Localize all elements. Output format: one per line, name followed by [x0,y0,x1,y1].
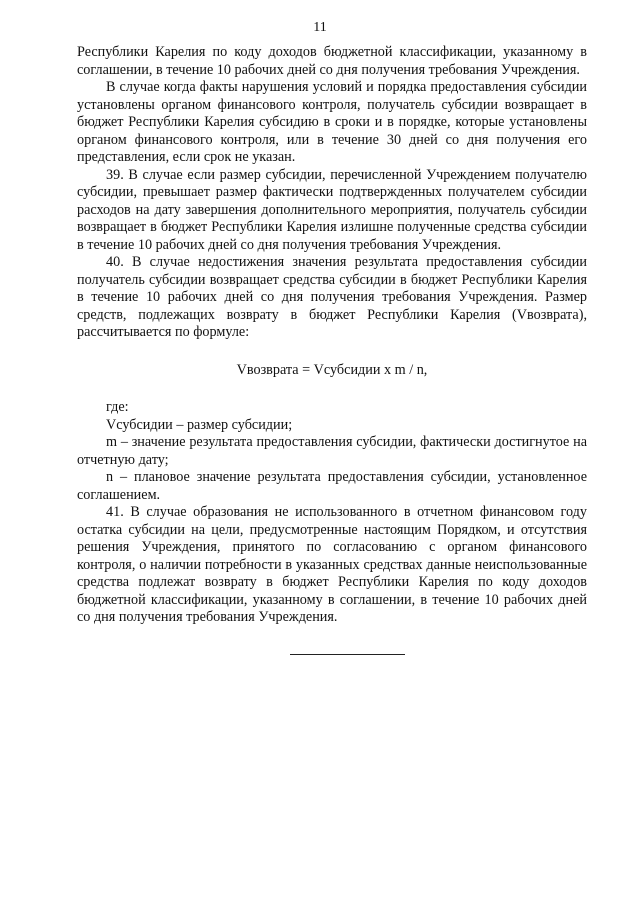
formula-def-n: n – плановое значение результата предоставления субсидии, установленное соглашением. [77,469,587,503]
paragraph-40: 40. В случае недостижения значения результата предоставления субсидии получатель субсидии возвращает средства субсидии в бюджет Республики Карелия в течение 10 рабочих дней со дня получения требования Учреждения. Размер средств, подлежащих возврату в бюджет Республики Карелия (Vвозврата), рассчитывается по формуле: [77,254,587,340]
document-body [77,44,587,627]
formula-where: где: [106,399,129,415]
formula-def-vsubsidy: Vсубсидии – размер субсидии; [106,416,293,433]
paragraph-39: 39. В случае если размер субсидии, перечисленной Учреждением получателю субсидии, превышает размер фактически подтвержденных получателем субсидии расходов на дату завершения дополнительного мероприятия, получатель субсидии возвращает в бюджет Республики Карелия излишне полученные средства субсидии в течение 10 рабочих дней со дня получения требования Учреждения. [77,166,587,253]
paragraph-control-violation: В случае когда факты нарушения условий и порядка предоставления субсидии установлены органом финансового контроля, получатель субсидии возвращает в бюджет Республики Карелия субсидию в сроки и в порядке, которые установлены органом финансового контроля, или в течение 30 дней со дня получения его представления, если срок не указан. [77,79,587,165]
page-number: 11 [313,20,327,35]
formula: Vвозврата = Vсубсидии x m / n, [236,361,428,378]
paragraph-41: 41. В случае образования не использованного в отчетном финансовом году остатка субсидии на цели, предусмотренные настоящим Порядком, и отсутствия решения Учреждения, принятого по согласованию с органом финансового контроля, о наличии потребности в указанных средствах данные неиспользованные средства подлежат возврату в бюджет Республики Карелия по коду доходов бюджетной классификации, указанному в соглашении, в течение 10 рабочих дней со дня получения требования Учреждения. [77,504,587,625]
paragraph-continuation: Республики Карелия по коду доходов бюджетной классификации, указанному в соглашении, в течение 10 рабочих дней со дня получения требования Учреждения. [77,44,587,78]
end-separator-line [290,654,405,655]
formula-def-m: m – значение результата предоставления субсидии, фактически достигнутое на отчетную дату; [77,434,587,468]
